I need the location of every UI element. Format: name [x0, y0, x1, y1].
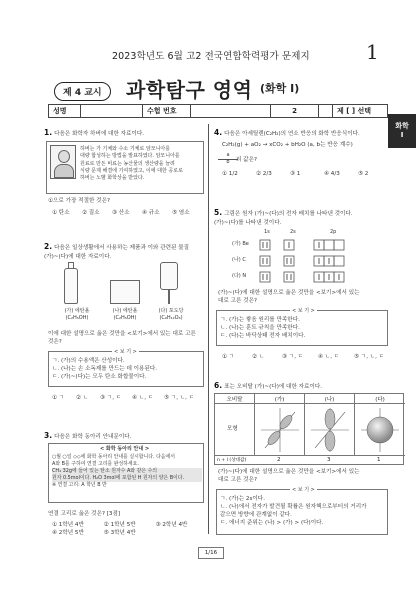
q6-question [218, 468, 398, 484]
q3-box-line: A와 B를 구하여 연결 고리를 완성하세요. [52, 461, 139, 468]
q6-question-line: 대로 고른 것은? [218, 477, 257, 484]
q5-bogi-item: ㄱ. (가)는 쌓음 원리를 만족한다. [220, 317, 300, 323]
q1-prompt: ①으로 가장 적절한 것은? [48, 198, 110, 204]
q5-number: 5. [214, 208, 223, 217]
q5-choice[interactable]: ③ ㄱ, ㄷ [282, 354, 304, 360]
q6-header: 오비탈 [215, 394, 255, 404]
name-label: 성명 [49, 105, 81, 117]
q5-header-2p: 2p [330, 229, 337, 235]
q6-row-n-label: n + l (상대값) [217, 458, 247, 463]
side-tab-line2: I [400, 131, 404, 139]
q2-stem-text: 다음은 일상생활에서 사용하는 제품과 이와 관련된 물질 [54, 245, 190, 251]
q2-item-formula: (C₂H₅OH) [65, 315, 89, 322]
q6-bogi-item: 같으면 방향에 관계없이 같다. [220, 512, 292, 519]
sanitizer-box-icon [110, 280, 140, 304]
q6-header: (나) [305, 394, 355, 404]
q3-choice[interactable]: ② 1학년 5반 [103, 522, 136, 528]
q2-choice[interactable]: ④ ㄴ, ㄷ [132, 395, 154, 401]
iv-bag-icon [160, 262, 178, 290]
s-orbital-sphere-icon [355, 404, 405, 456]
q5-row-a: (가) Be [232, 241, 249, 247]
q1-choice[interactable]: ⑤ 염소 [172, 210, 190, 216]
q6-question-line: (가)~(다)에 대한 설명으로 옳은 것만을 <보기>에서 있는 [218, 469, 360, 475]
exam-no-field[interactable] [191, 105, 271, 117]
q1-passage-line: 하버는 노벨 화학상을 받았다. [80, 175, 145, 181]
q5-bogi-title: < 보 기 > [292, 308, 315, 314]
q3-box-title: < 화학 동아리 안내 > [100, 446, 150, 452]
q4-choice[interactable]: ⑤ 2 [358, 171, 369, 177]
q2-bogi [52, 357, 202, 381]
q2-choice[interactable]: ⑤ ㄱ, ㄴ, ㄷ [164, 395, 195, 401]
bottle-cap-icon [68, 262, 74, 269]
q2-item-label: (다) 포도당 [158, 308, 184, 314]
q1-choice[interactable]: ① 탄소 [52, 210, 70, 216]
q2-bogi-item: ㄷ. (가)~(다)는 모두 탄소 화합물이다. [52, 374, 147, 381]
q2-choice[interactable]: ① ㄱ [52, 395, 65, 401]
q6-n-value: 1 [377, 457, 381, 463]
exam-no-digit: 2 [271, 105, 319, 117]
q6-header: (가) [255, 394, 305, 404]
subject-subtitle: (화학 I) [260, 82, 300, 95]
q5-stem-text: 그림은 원자 (가)~(다)의 전자 배치를 나타낸 것이다. [224, 211, 353, 217]
q5-stem [214, 208, 390, 227]
student-info-row [48, 104, 388, 118]
q2-bogi-title: < 보 기 > [114, 349, 137, 355]
q1-choices [52, 208, 202, 216]
q2-stem [44, 242, 204, 261]
q5-choice[interactable]: ④ ㄴ, ㄷ [318, 354, 340, 360]
q3-choice[interactable]: ① 1학년 4반 [52, 522, 84, 528]
q2-number: 2. [44, 242, 53, 251]
q5-choice[interactable]: ② ㄴ [252, 354, 265, 360]
exam-no-label: 수험 번호 [143, 105, 191, 117]
q2-question [48, 330, 206, 346]
q6-stem-text: 표는 오비탈 (가)~(다)에 대한 자료이다. [224, 384, 323, 390]
q1-passage-line: 식량 문제 해결에 기여하였고, 이에 대한 공로로 [80, 167, 183, 174]
q5-bogi-item: ㄴ. (나)는 훈트 규칙을 만족한다. [220, 325, 300, 332]
q5-atom-label: C [242, 257, 246, 263]
q4-fraction: a b [218, 153, 238, 165]
q6-orbital-table [214, 393, 404, 465]
q2-choice[interactable]: ③ ㄱ, ㄷ [100, 395, 122, 401]
q1-choice[interactable]: ③ 산소 [112, 210, 130, 216]
q4-stem-text: 다음은 아세틸렌(C₂H₂)의 연소 반응의 화학 반응식이다. [224, 131, 360, 137]
q4-prompt: 의 값은? [236, 157, 257, 163]
q5-row-b: (나) C [232, 257, 246, 263]
q6-n-value: 3 [327, 457, 331, 463]
q5-stem-text: (가)~(다)를 나타낸 것이다. [214, 219, 282, 226]
q3-stem-text: 다음은 화학 동아리 안내문이다. [54, 434, 132, 440]
q5-choices [222, 352, 394, 360]
q3-box-line: 원자 0.5mol이다. H₂O 3mol에 포함된 H 원자의 양은 B이다. [52, 475, 202, 482]
side-tab-line1: 화학 [395, 121, 409, 130]
q2-item-label: (가) 에탄올 [64, 308, 90, 314]
p-orbital-diagonal-icon [255, 404, 305, 456]
q3-stem [44, 431, 204, 442]
q3-box-body [52, 454, 202, 490]
q5-atom-label: Be [242, 241, 249, 247]
q6-cell-a [255, 404, 305, 456]
q4-choice[interactable]: ① 1/2 [222, 171, 238, 177]
q4-stem [214, 128, 386, 139]
q3-box-line: CH₄ 32g에 들어 있는 탄소 원자수 A와 같은 수의 [52, 468, 202, 475]
q6-cell-b [305, 404, 355, 456]
exam-no-field-2[interactable] [319, 105, 333, 117]
q4-choice[interactable]: ④ 4/3 [324, 171, 340, 177]
q3-choice[interactable]: ④ 2학년 5반 [52, 530, 84, 537]
q6-n-value: 2 [277, 457, 281, 463]
q2-question-line: 것은? [48, 339, 62, 346]
q1-stem [44, 128, 204, 139]
q5-orbital-diagram [258, 238, 358, 286]
q1-stem-text: 다음은 화학자 하버에 대한 자료이다. [54, 131, 145, 137]
q2-item-c [150, 308, 192, 323]
column-divider [208, 124, 209, 534]
q6-bogi-item: ㄴ. (나)에서 전자가 발견될 확률은 원자핵으로부터의 거리가 [220, 504, 367, 511]
q6-bogi-item: ㄷ. 에너지 준위는 (나) > (가) > (다)이다. [220, 520, 324, 527]
subject-title: 과학탐구 영역 [126, 78, 253, 102]
q6-bogi-item: ㄱ. (가)는 2s이다. [220, 496, 265, 502]
q4-choice[interactable]: ② 2/3 [256, 171, 272, 177]
q2-item-b [104, 308, 146, 323]
q3-box-line: ※ 연결 고리: A 학년 B 반 [52, 482, 107, 489]
q6-number: 6. [214, 381, 223, 390]
q1-passage [80, 146, 204, 182]
q6-cell-c [355, 404, 405, 456]
q1-choice[interactable]: ④ 규소 [142, 210, 160, 216]
q4-equation: C₂H₂(g) + aO₂ → xCO₂ + bH₂O (a, b는 반응 계수) [222, 142, 353, 148]
q4-number: 4. [214, 128, 223, 137]
q3-number: 3. [44, 431, 53, 440]
q5-question-line: 대로 고른 것은? [218, 298, 257, 305]
q3-choice[interactable]: ⑤ 3학년 4반 [103, 530, 136, 537]
q3-box-line: ○월 ○일 ◇◇에 화학 동아리 안내를 실시합니다. 다음에서 [52, 454, 175, 460]
q2-item-formula: (C₂H₅OH) [113, 315, 137, 322]
period-badge: 제 4 교시 [54, 82, 111, 101]
q2-stem-text: (가)~(다)에 대한 자료이다. [44, 253, 112, 260]
q1-passage-line: 하버는 가 기체와 수소 기체로 암모니아를 [80, 146, 171, 152]
q5-bogi-item: ㄷ. (다)는 바닥상태 전자 배치이다. [220, 333, 306, 340]
q1-passage-line: 대량 합성하는 방법을 발표하였다. 암모니아를 [80, 153, 180, 160]
q5-choice[interactable]: ⑤ ㄱ, ㄴ, ㄷ [354, 354, 385, 360]
q6-header: (다) [355, 394, 405, 404]
q4-choices [222, 171, 388, 177]
subject-side-tab [388, 114, 416, 148]
q1-passage-line: 원료로 만든 비료는 농산물의 생산량을 늘려 [80, 160, 175, 167]
q5-header-2s: 2s [290, 229, 296, 235]
q5-atom-label: N [242, 273, 247, 279]
page-number: 1 [366, 40, 379, 64]
q3-prompt: 연결 고리로 옳은 것은? [3점] [48, 511, 121, 517]
q5-row-c: (다) N [232, 273, 247, 279]
q6-bogi [220, 495, 386, 527]
page-footer: 1/16 [198, 547, 224, 559]
q5-question [218, 289, 398, 305]
q6-bogi-title: < 보 기 > [292, 487, 315, 493]
q2-bogi-item: ㄴ. (나)는 손 소독제를 만드는 데 이용된다. [52, 366, 158, 373]
q6-row-shape-label: 모형 [227, 426, 238, 432]
q2-item-label: (나) 에탄올 [112, 308, 138, 314]
iv-tube-icon [168, 290, 170, 304]
q2-item-formula: (C₆H₁₂O₆) [159, 315, 183, 322]
q6-stem [214, 381, 390, 392]
q3-choice[interactable]: ③ 2학년 4반 [155, 522, 188, 528]
select-label: 제 [ ] 선택 [337, 107, 371, 115]
q1-choice[interactable]: ② 질소 [82, 210, 100, 216]
q5-question-line: (가)~(다)에 대한 설명으로 옳은 것만을 <보기>에서 있는 [218, 290, 360, 296]
q4-choice[interactable]: ③ 1 [290, 171, 301, 177]
q2-item-a [56, 308, 98, 323]
haber-portrait [50, 145, 76, 179]
q2-bogi-item: ㄱ. (가)의 수용액은 산성이다. [52, 358, 125, 364]
q2-choices [52, 393, 200, 401]
ethanol-bottle-icon [64, 268, 78, 304]
name-field[interactable] [81, 105, 143, 117]
p-orbital-vertical-icon [305, 404, 355, 456]
q1-number: 1. [44, 128, 53, 137]
q2-choice[interactable]: ② ㄴ [76, 395, 89, 401]
q2-question-line: 이에 대한 설명으로 옳은 것만을 <보기>에서 있는 대로 고른 [48, 331, 196, 337]
exam-title: 2023학년도 6월 고2 전국연합학력평가 문제지 [112, 51, 310, 62]
q3-choices [52, 521, 202, 537]
q5-header-1s: 1s [264, 229, 270, 235]
q5-choice[interactable]: ① ㄱ [222, 354, 235, 360]
q5-bogi [220, 316, 386, 340]
